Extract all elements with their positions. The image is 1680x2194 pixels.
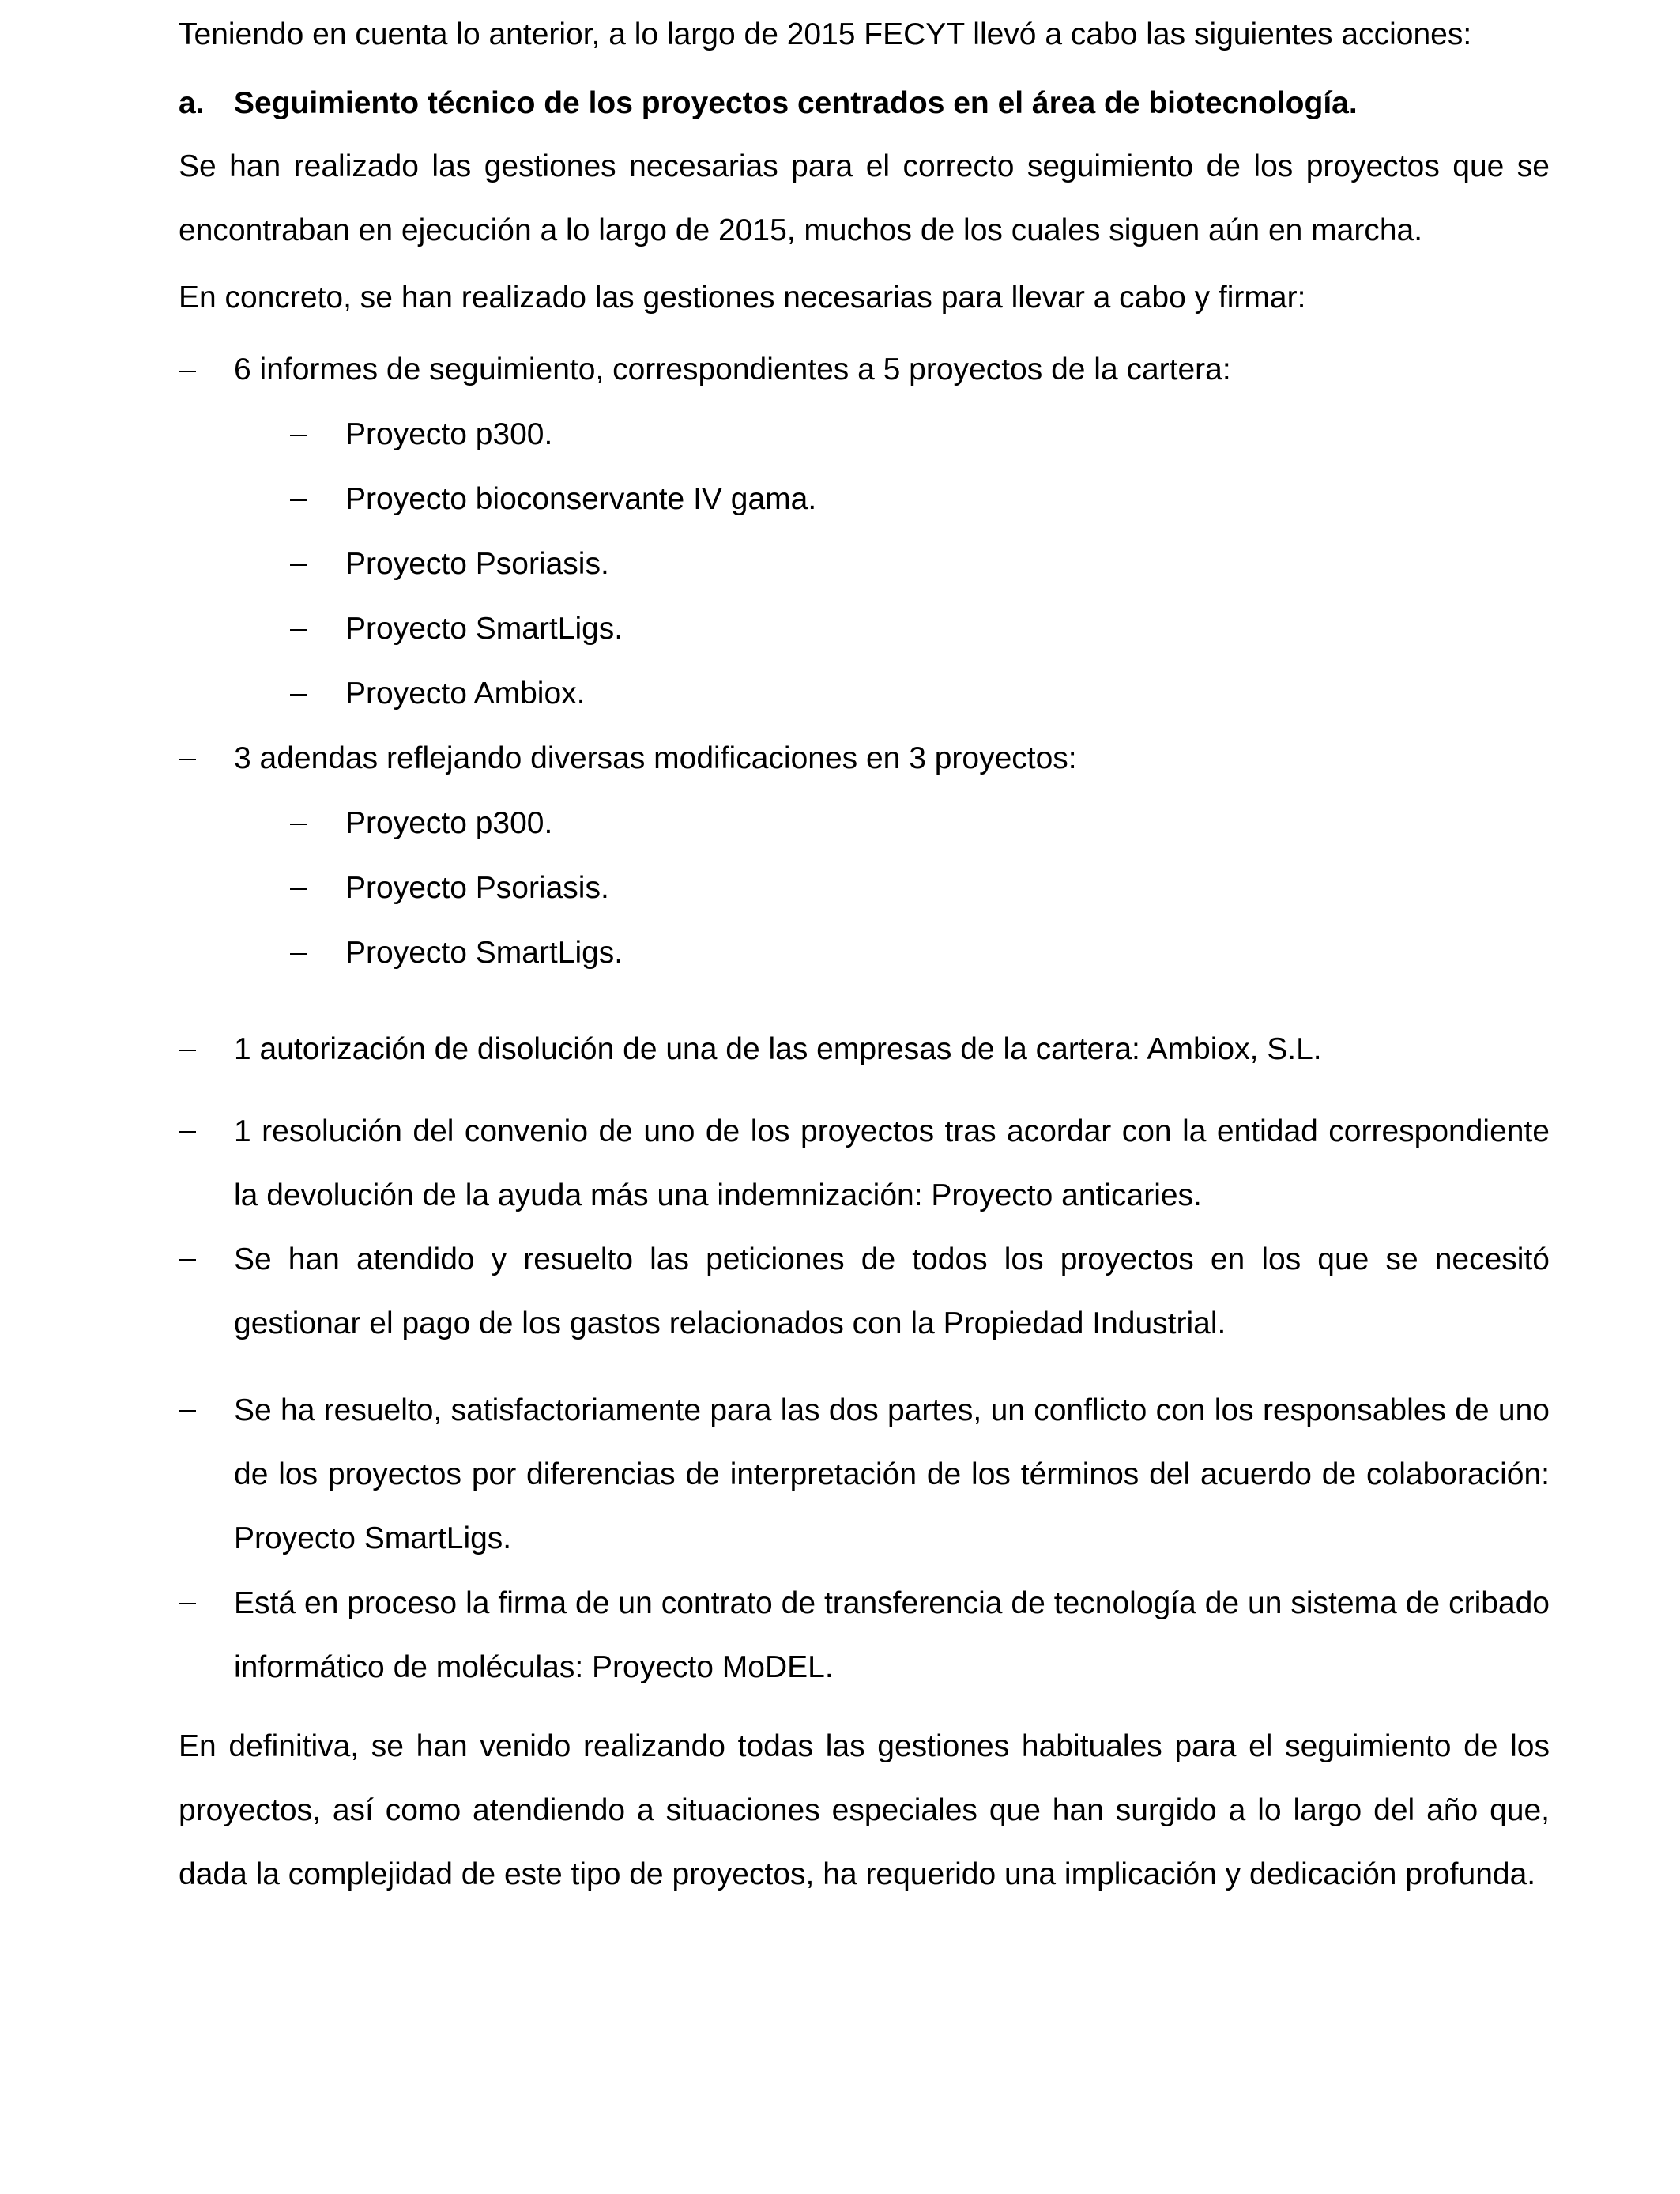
dash-bullet: [179, 1050, 196, 1051]
bullet-item: Se han atendido y resuelto las peticiones de todos los proyectos en los que se necesitó gestionar el pago de los gastos relacionados con la Propiedad Industrial.: [234, 1242, 1550, 1340]
dash-bullet: [179, 1259, 196, 1261]
list-1-item: Proyecto SmartLigs.: [345, 612, 623, 646]
list-2-label: 3 adendas reflejando diversas modificaciones en 3 proyectos:: [234, 741, 1077, 775]
list-2-item: Proyecto SmartLigs.: [345, 936, 623, 970]
dash-bullet: [179, 1131, 196, 1133]
section-marker: a.: [179, 86, 205, 120]
dash-bullet: [179, 1603, 196, 1604]
paragraph-1: Se han realizado las gestiones necesarias para el correcto seguimiento de los proyectos que se encontraban en ejecución a lo largo de 2015, muchos de los cuales siguen aún en marcha.: [179, 149, 1550, 247]
section-heading: Seguimiento técnico de los proyectos centrados en el área de biotecnología.: [234, 86, 1358, 120]
sub-dash-bullet: [290, 824, 307, 825]
list-2-item: Proyecto Psoriasis.: [345, 871, 609, 905]
list-1-label: 6 informes de seguimiento, correspondientes a 5 proyectos de la cartera:: [234, 352, 1231, 386]
sub-dash-bullet: [290, 499, 307, 501]
list-1-item: Proyecto bioconservante IV gama.: [345, 482, 817, 516]
sub-dash-bullet: [290, 629, 307, 631]
dash-bullet: [179, 759, 196, 760]
sub-dash-bullet: [290, 953, 307, 955]
bullet-item: Se ha resuelto, satisfactoriamente para las dos partes, un conflicto con los responsables de uno de los proyectos por diferencias de interpretación de los términos del acuerdo de colaboración: Proyecto SmartLigs.: [234, 1393, 1550, 1555]
list-1-item: Proyecto Psoriasis.: [345, 547, 609, 581]
sub-dash-bullet: [290, 435, 307, 436]
dash-bullet: [179, 371, 196, 372]
conclusion-paragraph: En definitiva, se han venido realizando todas las gestiones habituales para el seguimiento de los proyectos, así como atendiendo a situaciones especiales que han surgido a lo largo del año que, dada la complejidad de este tipo de proyectos, ha requerido una implicación y dedicación profunda.: [179, 1729, 1550, 1891]
bullet-item: Está en proceso la firma de un contrato de transferencia de tecnología de un sistema de cribado informático de moléculas: Proyecto MoDEL.: [234, 1586, 1550, 1684]
sub-dash-bullet: [290, 888, 307, 890]
intro-text: Teniendo en cuenta lo anterior, a lo largo de 2015 FECYT llevó a cabo las siguientes acciones:: [179, 17, 1472, 51]
list-2-item: Proyecto p300.: [345, 806, 553, 840]
paragraph-2: En concreto, se han realizado las gestiones necesarias para llevar a cabo y firmar:: [179, 281, 1306, 315]
bullet-item: 1 resolución del convenio de uno de los proyectos tras acordar con la entidad correspondiente la devolución de la ayuda más una indemnización: Proyecto anticaries.: [234, 1114, 1550, 1212]
bullet-item: 1 autorización de disolución de una de las empresas de la cartera: Ambiox, S.L.: [234, 1032, 1322, 1066]
sub-dash-bullet: [290, 694, 307, 696]
list-1-item: Proyecto p300.: [345, 417, 553, 451]
list-1-item: Proyecto Ambiox.: [345, 677, 586, 711]
dash-bullet: [179, 1410, 196, 1412]
sub-dash-bullet: [290, 564, 307, 566]
